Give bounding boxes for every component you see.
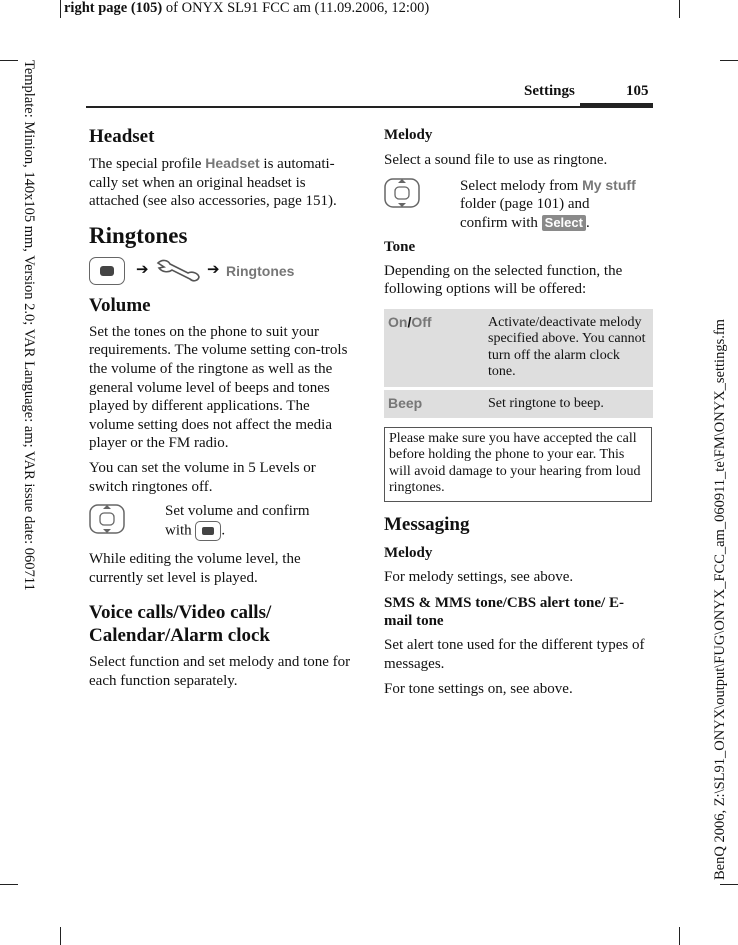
menu-path (89, 257, 357, 285)
crop-mark (0, 884, 18, 885)
editing-paragraph: While editing the volume level, the currently set level is played. (89, 551, 301, 586)
voice-calls-paragraph: Select function and set melody and tone for each function separately. (89, 654, 351, 689)
volume-heading: Volume (89, 294, 151, 316)
print-header (64, 0, 429, 17)
sms-heading: SMS & MMS tone/CBS alert tone/ E-mail tone (384, 595, 624, 630)
menu-key-icon (89, 257, 125, 285)
crop-mark (60, 927, 61, 945)
option-row (384, 390, 653, 418)
crop-mark (720, 884, 738, 885)
confirm-key-icon (195, 521, 221, 541)
my-stuff-ui-text: My stuff (582, 176, 636, 193)
melody-paragraph: Select a sound file to use as ringtone. (384, 152, 608, 168)
crop-mark (60, 0, 61, 18)
select-softkey: Select (542, 215, 586, 231)
headset-paragraph: The special profile Headset is automati-cally set when an original headset is attached (see also accessories, page 151). (89, 155, 337, 210)
print-header-bold: right page (105) (64, 0, 163, 16)
messaging-heading: Messaging (384, 513, 470, 535)
option-key-on-off: On/Off (388, 313, 432, 330)
voice-calls-heading: Voice calls/Video calls/ Calendar/Alarm clock (89, 602, 272, 647)
print-header-rest: of ONYX SL91 FCC am (11.09.2006, 12:00) (162, 0, 430, 16)
option-desc: Activate/deactivate melody specified above. You cannot turn off the alarm clock tone. (488, 314, 646, 380)
header-rule (86, 106, 653, 108)
navigation-key-icon (384, 176, 420, 210)
headset-ui-text: Headset (205, 155, 260, 171)
path-arrow-1: ➔ (136, 261, 149, 278)
options-table (384, 309, 654, 421)
volume-step (89, 502, 357, 546)
volume-levels-paragraph: You can set the volume in 5 Levels or switch ringtones off. (89, 459, 316, 495)
left-margin-text: Template: Minion, 140x105 mm, Version 2.0; VAR Language: am; VAR issue date: 060711 (21, 60, 37, 591)
melody-step-text: Select melody from My stuff folder (page 101) and confirm with Select . (460, 176, 636, 231)
headset-heading: Headset (89, 126, 155, 147)
option-key-beep: Beep (388, 394, 423, 411)
right-margin-text: BenQ 2006, Z:\SL91_ONYX\output\FUG\ONYX_FCC_am_060911_te\FM\ONYX_settings.fm (712, 319, 728, 880)
path-arrow-2: ➔ (207, 261, 220, 278)
warning-note: Please make sure you have accepted the call before holding the phone to your ear. This will avoid damage to your hearing from loud ringtones. (384, 427, 652, 502)
page-number: 105 (626, 83, 649, 99)
crop-mark (679, 0, 680, 18)
ringtones-heading: Ringtones (89, 222, 188, 248)
left-column (89, 126, 357, 691)
right-column (384, 126, 654, 698)
tone-heading: Tone (384, 238, 416, 255)
tone-paragraph: Depending on the selected function, the following options will be offered: (384, 262, 623, 298)
crop-mark (679, 927, 680, 945)
sms-paragraph-2: For tone settings on, see above. (384, 680, 573, 697)
option-row (384, 309, 653, 387)
section-title: Settings (524, 83, 575, 99)
sms-paragraph: Set alert tone used for the different types of messages. (384, 637, 645, 672)
header-rule-thick (580, 103, 653, 106)
navigation-key-icon (89, 502, 125, 536)
volume-paragraph: Set the tones on the phone to suit your requirements. The volume setting con-trols the volume of the ringtone as well as the general volume level of beeps and tones played by different applications. The volume setting does not affect the media player or the FM radio. (89, 323, 348, 452)
melody-step (384, 176, 654, 238)
option-desc: Set ringtone to beep. (488, 395, 604, 411)
wrench-icon (154, 257, 202, 283)
melody-heading: Melody (384, 127, 433, 143)
path-ringtones: Ringtones (226, 262, 295, 279)
volume-step-text: Set volume and confirm with . (165, 502, 310, 541)
messaging-melody-paragraph: For melody settings, see above. (384, 568, 574, 585)
messaging-melody-heading: Melody (384, 544, 433, 561)
crop-mark (720, 60, 738, 61)
